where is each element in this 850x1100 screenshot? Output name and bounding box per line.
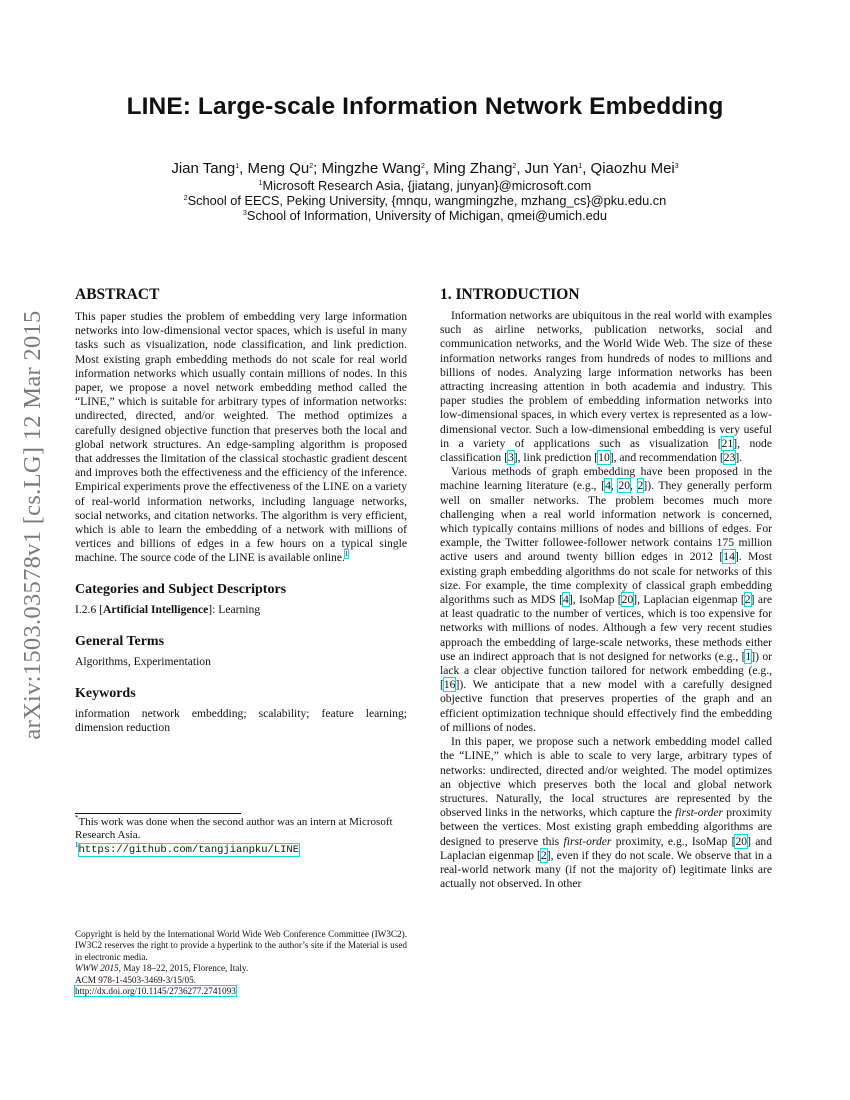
- citation-link[interactable]: 4: [605, 479, 611, 493]
- footnotes: [75, 816, 407, 856]
- citation-link[interactable]: 16: [443, 678, 456, 692]
- left-column: [75, 286, 407, 735]
- affiliation: $^3$School of Information, University of Michigan, qmei@umich.edu: [243, 208, 607, 223]
- paper-title: LINE: Large-scale Information Network Embedding: [126, 93, 724, 120]
- citation-link[interactable]: 10: [598, 451, 610, 465]
- doi-link[interactable]: http://dx.doi.org/10.1145/2736277.2741093: [75, 986, 236, 997]
- citation-link[interactable]: 20: [621, 593, 634, 607]
- intro-paragraph: Information networks are ubiquitous in the real world with examples such as airline networks, publication networks, social and communication networks, and the World Wide Web. The size of these information networks ranges from hundreds of nodes to millions and billions of nodes. Analyzing large information networks has been attracting increasing attention in both academia and industry. This paper studies the problem of embedding information networks into low-dimensional spaces, in which every vertex is represented as a low-dimensional vector. Such a low-dimensional embedding is very useful in a variety of applications such as visualization [21], node classification [3], link prediction [10], and recommendation [23].: [440, 309, 772, 465]
- abstract-heading: ABSTRACT: [75, 286, 160, 303]
- intro-paragraph: In this paper, we propose such a network embedding model called the “LINE,” which is able to scale to very large, arbitrary types of networks: undirected, directed and/or weighted. The model optimizes an objective which preserves both the local and global network structures. Naturally, the local structures are represented by the observed links in the networks, which capture the first-order proximity between the vertices. Most existing graph embedding algorithms are designed to preserve this first-order proximity, e.g., IsoMap [20] and Laplacian eigenmap [2], even if they do not scale. We observe that in a real-world network many (if not the majority of) legitimate links are actually not observed. In other: [440, 735, 773, 891]
- citation-link[interactable]: 20: [735, 834, 748, 848]
- author-name: , Meng Qu: [239, 160, 310, 177]
- general-terms-text: Algorithms, Experimentation: [75, 654, 211, 668]
- citation-link[interactable]: 4: [563, 593, 569, 607]
- citation-link[interactable]: 2: [744, 593, 751, 607]
- conference-line: WWW 2015, May 18–22, 2015, Florence, Italy.: [75, 963, 249, 974]
- copyright-text: Copyright is held by the International World Wide Web Conference Committee (IW3C2). IW3C2 reserves the right to provide a hyperlink to the author’s site if the Material is used in electronic media.: [75, 929, 407, 962]
- github-link[interactable]: https://github.com/tangjianpku/LINE: [78, 843, 300, 856]
- citation-link[interactable]: 20: [618, 479, 630, 493]
- general-terms-heading: General Terms: [75, 633, 165, 649]
- affiliation: $^2$School of EECS, Peking University, {mnqu, wangmingzhe, mzhang_cs}@pku.edu.cn: [183, 193, 667, 208]
- intro-paragraph: Various methods of graph embedding have been proposed in the machine learning literature (e.g., [4, 20, 2]). They generally perform well on smaller networks. The problem becomes much more challenging when a real world information network is concerned, which typically contains millions of nodes and billions of edges. For example, the Twitter followee-follower network contains 175 million active users and around twenty billion edges in 2012 [14]. Most existing graph embedding algorithms do not scale for networks of this size. For example, the time complexity of classical graph embedding algorithms such as MDS [4], IsoMap [20], Laplacian eigenmap [2] are at least quadratic to the number of vertices, which is too expensive for networks with millions of nodes. Although a few very recent studies approach the embedding of large-scale networks, these methods either use an indirect approach that is not designed for networks (e.g., [1]) or lack a clear objective function tailored for network embedding (e.g., [16]). We anticipate that a new model with a carefully designed objective function that preserves properties of the graph and an efficient optimization technique should effectively find the embedding of millions of nodes.: [440, 465, 773, 734]
- footnote-one: $^1$https://github.com/tangjianpku/LINE: [75, 840, 300, 856]
- abstract-text: This paper studies the problem of embedding very large information networks into low-dimensional vector spaces, which is useful in many tasks such as visualization, node classification, and link prediction. Most existing graph embedding methods do not scale for real world information networks which usually contain millions of nodes. In this paper, we propose a novel network embedding method called the “LINE,” which is suitable for arbitrary types of information networks: undirected, directed, and/or weighted. The method optimizes a carefully designed objective function that preserves both the local and global network structures. An edge-sampling algorithm is proposed that addresses the limitation of the classical stochastic gradient descent and improves both the effectiveness and the efficiency of the inference. Empirical experiments prove the effectiveness of the LINE on a variety of real-world information networks, including language networks, social networks, and citation networks. The algorithm is very efficient, which is able to learn the embedding of a network with millions of vertices and billions of edges in a few hours on a typical single machine. The source code of the LINE is available online.$^1$: [75, 310, 407, 565]
- right-column: [440, 286, 772, 891]
- footnote-rule: [75, 813, 241, 814]
- citation-link[interactable]: 2: [540, 848, 547, 862]
- arxiv-identifier: arXiv:1503.03578v1 [cs.LG] 12 Mar 2015: [19, 310, 46, 740]
- categories-text: I.2.6 [Artificial Intelligence]: Learning: [75, 602, 261, 616]
- citation-link[interactable]: 14: [723, 550, 735, 564]
- citation-link[interactable]: 2: [637, 479, 644, 493]
- keywords-heading: Keywords: [75, 686, 136, 702]
- author-name: , Ming Zhang: [424, 160, 513, 177]
- citation-link[interactable]: 1: [745, 649, 752, 663]
- affiliation: $^1$Microsoft Research Asia, {jiatang, junyan}@microsoft.com: [258, 178, 592, 193]
- citation-link[interactable]: 21: [721, 436, 734, 450]
- copyright-block: [75, 929, 407, 997]
- author-name: ; Mingzhe Wang: [313, 160, 421, 177]
- author-name: , Jun Yan: [516, 160, 579, 177]
- author-name: , Qiaozhu Mei: [582, 160, 675, 177]
- acm-line: ACM 978-1-4503-3469-3/15/05.: [75, 974, 196, 985]
- footnote-link[interactable]: 1: [344, 550, 349, 559]
- introduction-heading: 1. INTRODUCTION: [440, 286, 580, 303]
- keywords-text: information network embedding; scalability; feature learning; dimension reduction: [75, 707, 407, 735]
- citation-link[interactable]: 3: [507, 451, 514, 465]
- citation-link[interactable]: 23: [723, 451, 736, 465]
- author-name: Jian Tang: [171, 160, 236, 177]
- categories-heading: Categories and Subject Descriptors: [75, 581, 287, 597]
- author-list: Jian Tang$^1$, Meng Qu$^2$; Mingzhe Wang$^2$, Ming Zhang$^2$, Jun Yan$^1$, Qiaozhu Mei$^3$: [171, 160, 679, 177]
- footnote-star: *This work was done when the second author was an intern at Microsoft Research Asia.: [75, 814, 393, 841]
